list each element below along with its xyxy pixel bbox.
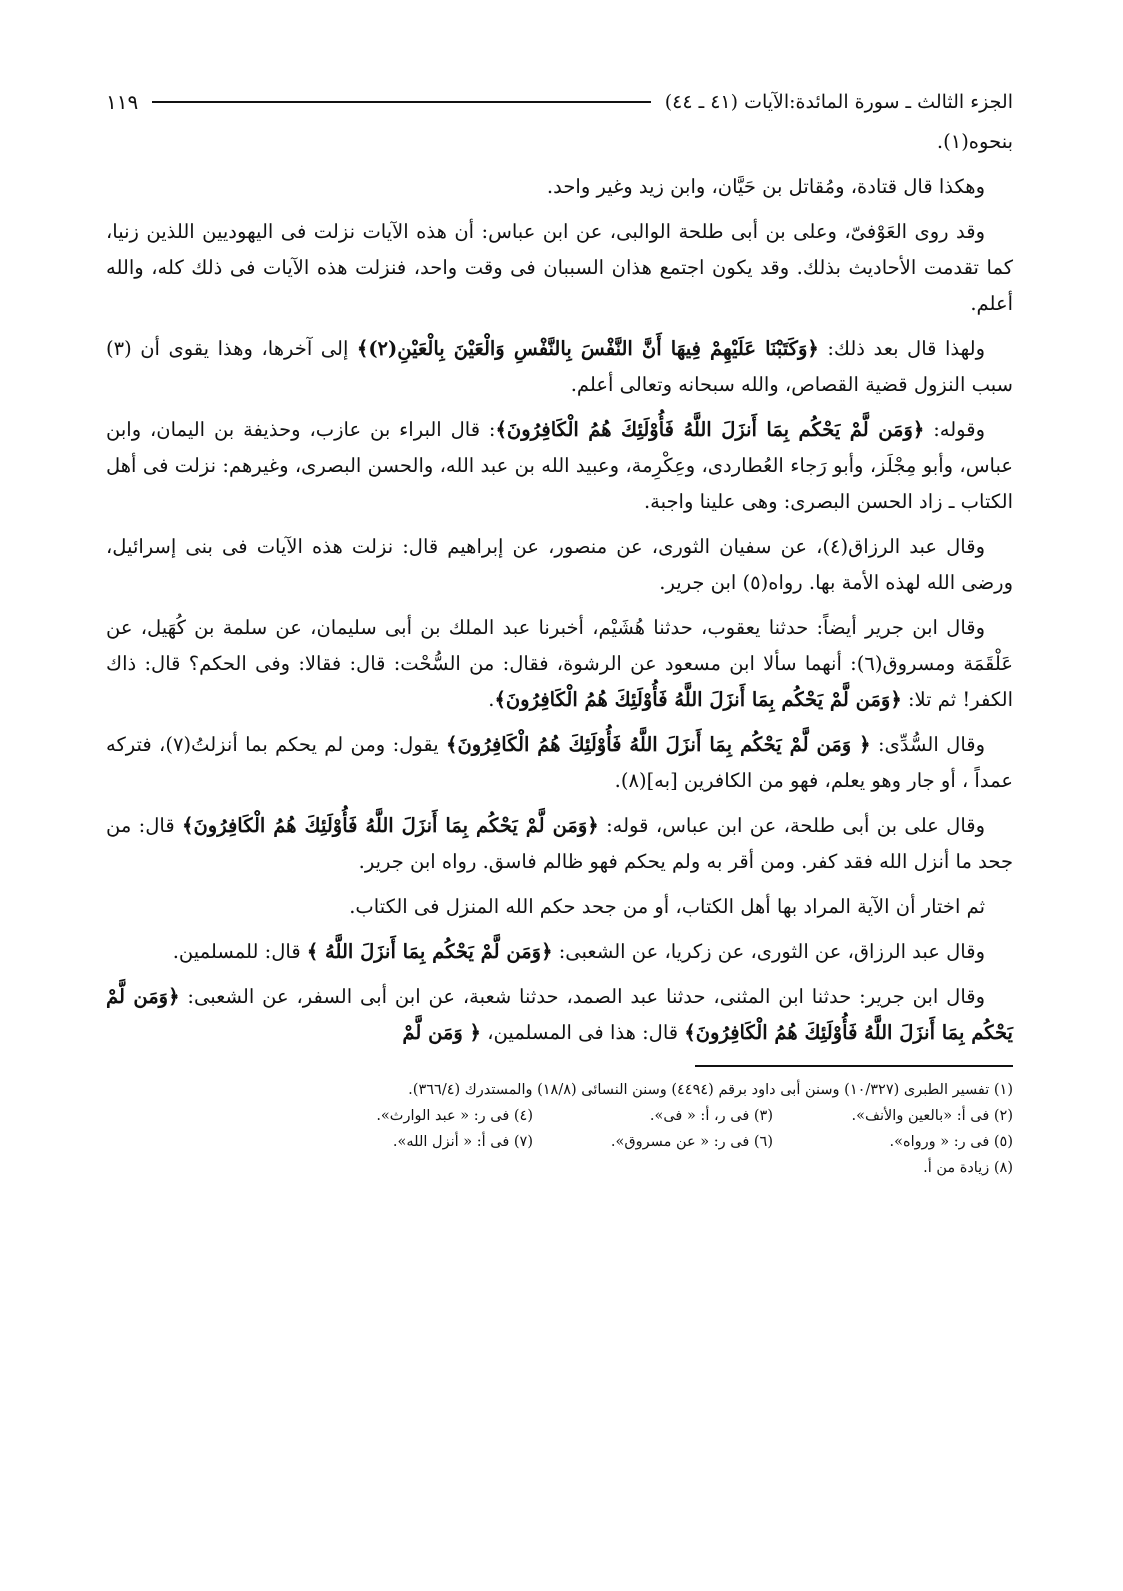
footnote-7: (٧) فى أ: « أنزل الله».: [392, 1134, 533, 1150]
footnote-separator: [695, 1065, 1013, 1067]
footnote-4: (٤) فى ر: « عبد الوارث».: [376, 1108, 533, 1124]
footnote-row: [106, 1077, 1013, 1103]
paragraph: وقال ابن جرير أيضاً: حدثنا يعقوب، حدثنا هُشَيْم، أخبرنا عبد الملك بن أبى سليمان، عن سلمة بن كُهَيل، عن عَلْقَمَة ومسروق(٦): أنهما سألا ابن مسعود عن الرشوة، فقال: من السُّحْت: قال: فقالا: وفى الحكم؟ قال: ذاك الكفر! ثم تلا: ﴿وَمَن لَّمْ يَحْكُم بِمَا أَنزَلَ اللَّهُ فَأُوْلَئِكَ هُمُ الْكَافِرُونَ﴾.: [106, 616, 1013, 711]
quran-quote: ﴿وَكَتَبْنَا عَلَيْهِمْ فِيهَا أَنَّ النَّفْسَ بِالنَّفْسِ وَالْعَيْنَ بِالْعَيْنِ(٢)﴾: [356, 337, 819, 360]
quran-quote: ﴿وَمَن لَّمْ يَحْكُم بِمَا أَنزَلَ اللَّهُ فَأُوْلَئِكَ هُمُ الْكَافِرُونَ﴾: [494, 688, 902, 711]
paragraph: وقال على بن أبى طلحة، عن ابن عباس، قوله: ﴿وَمَن لَّمْ يَحْكُم بِمَا أَنزَلَ اللَّهُ فَأُوْلَئِكَ هُمُ الْكَافِرُونَ﴾ قال: من جحد ما أنزل الله فقد كفر. ومن أقر به ولم يحكم فهو ظالم فاسق. رواه ابن جرير.: [106, 814, 1013, 873]
quran-quote: ﴿ وَمَن لَّمْ: [402, 1021, 481, 1044]
paragraph: وقد روى العَوْفىّ، وعلى بن أبى طلحة الوالبى، عن ابن عباس: أن هذه الآيات نزلت فى اليهوديين اللذين زنيا، كما تقدمت الأحاديث بذلك. وقد يكون اجتمع هذان السببان فى وقت واحد، فنزلت هذه الآيات فى ذلك كله، والله أعلم.: [106, 220, 1013, 315]
footnote-6: (٦) فى ر: « عن مسروق».: [610, 1134, 773, 1150]
footnote-row: [106, 1103, 1013, 1129]
paragraph: وقال عبد الرزاق(٤)، عن سفيان الثورى، عن منصور، عن إبراهيم قال: نزلت هذه الآيات فى بنى إسرائيل، ورضى الله لهذه الأمة بها. رواه(٥) ابن جرير.: [106, 535, 1013, 594]
paragraph: ولهذا قال بعد ذلك: ﴿وَكَتَبْنَا عَلَيْهِمْ فِيهَا أَنَّ النَّفْسَ بِالنَّفْسِ وَالْعَيْنَ بِالْعَيْنِ(٢)﴾ إلى آخرها، وهذا يقوى أن (٣) سبب النزول قضية القصاص، والله سبحانه وتعالى أعلم.: [106, 337, 1013, 396]
paragraph: وقوله: ﴿وَمَن لَّمْ يَحْكُم بِمَا أَنزَلَ اللَّهُ فَأُوْلَئِكَ هُمُ الْكَافِرُونَ﴾: قال البراء بن عازب، وحذيفة بن اليمان، وابن عباس، وأبو مِجْلَز، وأبو رَجاء العُطاردى، وعِكْرِمة، وعبيد الله بن عبد الله، والحسن البصرى، وغيرهم: نزلت فى أهل الكتاب ـ زاد الحسن البصرى: وهى علينا واجبة.: [106, 418, 1013, 513]
footnote-2: (٢) فى أ: «بالعين والأنف».: [851, 1108, 1013, 1124]
quran-quote: ﴿ وَمَن لَّمْ يَحْكُم بِمَا أَنزَلَ اللَّهُ فَأُوْلَئِكَ هُمُ الْكَافِرُونَ﴾: [446, 733, 871, 756]
footnotes: [106, 1077, 1013, 1181]
paragraph: بنحوه(١).: [936, 130, 1013, 153]
header-rule: [152, 101, 650, 103]
paragraph: وقال عبد الرزاق، عن الثورى، عن زكريا، عن الشعبى: ﴿وَمَن لَّمْ يَحْكُم بِمَا أَنزَلَ اللَّهُ ﴾ قال: للمسلمين.: [172, 940, 985, 963]
quran-quote: ﴿وَمَن لَّمْ يَحْكُم بِمَا أَنزَلَ اللَّهُ ﴾: [306, 940, 553, 963]
footnote-5: (٥) فى ر: « ورواه».: [889, 1134, 1013, 1150]
quran-quote: ﴿وَمَن لَّمْ يَحْكُم بِمَا أَنزَلَ اللَّهُ فَأُوْلَئِكَ هُمُ الْكَافِرُونَ﴾: [495, 418, 925, 441]
footnote-1: (١) تفسير الطبرى (١٠/٣٢٧) وسنن أبى داود برقم (٤٤٩٤) وسنن النسائى (١٨/٨) والمستدرك (٣٦٦/٤).: [408, 1082, 1013, 1098]
footnote-3: (٣) فى ر، أ: « فى».: [649, 1108, 773, 1124]
footnote-row: [106, 1155, 1013, 1181]
footnote-8: (٨) زيادة من أ.: [923, 1160, 1013, 1176]
paragraph: وقال السُّدِّى: ﴿ وَمَن لَّمْ يَحْكُم بِمَا أَنزَلَ اللَّهُ فَأُوْلَئِكَ هُمُ الْكَافِرُونَ﴾ يقول: ومن لم يحكم بما أنزلتُ(٧)، فتركه عمداً ، أو جار وهو يعلم، فهو من الكافرين [به](٨).: [106, 733, 1013, 792]
running-title: الجزء الثالث ـ سورة المائدة:الآيات (٤١ ـ ٤٤): [664, 91, 1013, 113]
paragraph: ثم اختار أن الآية المراد بها أهل الكتاب، أو من جحد حكم الله المنزل فى الكتاب.: [349, 895, 985, 918]
quran-quote: ﴿وَمَن لَّمْ يَحْكُم بِمَا أَنزَلَ اللَّهُ فَأُوْلَئِكَ هُمُ الْكَافِرُونَ﴾: [106, 985, 1013, 1044]
body-text: [106, 124, 1013, 1051]
quran-quote: ﴿وَمَن لَّمْ يَحْكُم بِمَا أَنزَلَ اللَّهُ فَأُوْلَئِكَ هُمُ الْكَافِرُونَ﴾: [182, 814, 599, 837]
running-header: [106, 82, 1013, 122]
paragraph: وهكذا قال قتادة، ومُقاتل بن حَيَّان، وابن زيد وغير واحد.: [546, 175, 985, 198]
page-number: ١١٩: [106, 90, 139, 114]
footnote-row: [106, 1129, 1013, 1155]
paragraph: وقال ابن جرير: حدثنا ابن المثنى، حدثنا عبد الصمد، حدثنا شعبة، عن ابن أبى السفر، عن الشعبى: ﴿وَمَن لَّمْ يَحْكُم بِمَا أَنزَلَ اللَّهُ فَأُوْلَئِكَ هُمُ الْكَافِرُونَ﴾ قال: هذا فى المسلمين، ﴿ وَمَن لَّمْ: [106, 985, 1013, 1044]
